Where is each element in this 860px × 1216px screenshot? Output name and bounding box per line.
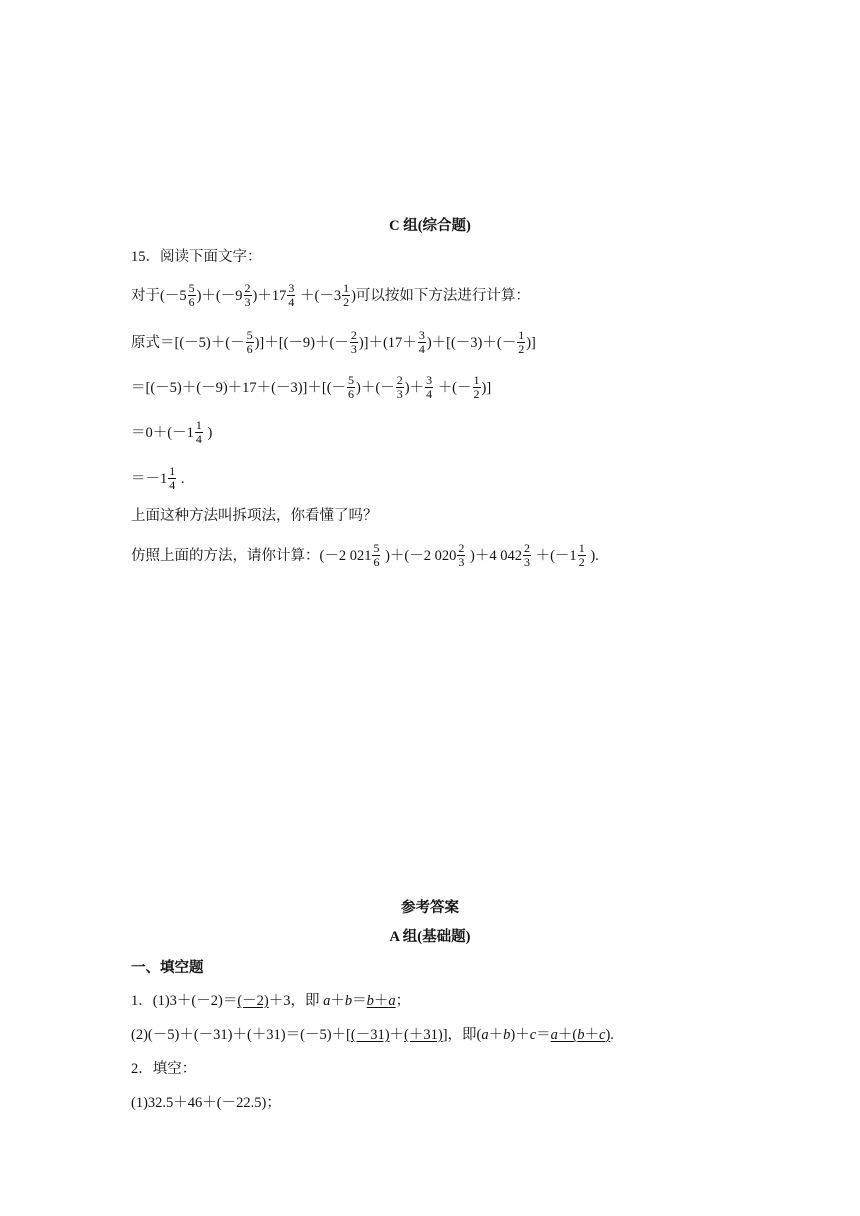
part-one-heading: 一、填空题 xyxy=(131,960,204,976)
variable: b xyxy=(366,993,374,1009)
answers-title: 参考答案 xyxy=(401,900,459,916)
answer-blank: (＋31) xyxy=(404,1027,443,1043)
q15-line-6: 上面这种方法叫拆项法，你看懂了吗？ xyxy=(131,508,378,524)
q15-line-4 xyxy=(131,420,212,447)
numerator: 1 xyxy=(578,541,585,555)
text-segment: ). xyxy=(590,547,599,564)
denominator: 6 xyxy=(188,295,195,309)
text-segment: )＋(－9 xyxy=(196,287,243,304)
text-segment: ＝ xyxy=(536,1027,551,1043)
text-segment: ＋ xyxy=(488,1027,504,1043)
text-segment: )＋ xyxy=(404,379,425,396)
variable: b xyxy=(344,993,353,1009)
variable: a xyxy=(388,993,396,1009)
text-segment: 1．(1)3＋(－2)＝ xyxy=(131,993,238,1009)
denominator: 4 xyxy=(195,432,202,446)
denominator: 4 xyxy=(418,342,425,356)
fraction xyxy=(246,329,254,356)
numerator: 1 xyxy=(169,464,176,478)
text-segment: )]＋(17＋ xyxy=(358,334,417,351)
numerator: 2 xyxy=(523,541,530,555)
text-segment: (2)(－5)＋(－31)＋(＋31)＝(－5)＋[ xyxy=(131,1027,351,1043)
numerator: 5 xyxy=(373,541,380,555)
fraction xyxy=(523,542,531,569)
fraction xyxy=(457,542,465,569)
text-segment: ＋ xyxy=(584,1027,600,1043)
text-segment: 仿照上面的方法，请你计算：(－2 021 xyxy=(131,547,372,564)
denominator: 3 xyxy=(244,295,251,309)
numerator: 2 xyxy=(244,281,251,295)
answer-2-line-1: (1)32.5＋46＋(－22.5)； xyxy=(131,1095,281,1111)
denominator: 3 xyxy=(523,555,530,569)
denominator: 3 xyxy=(350,342,357,356)
text-segment: ＝0＋(－1 xyxy=(131,424,194,441)
text-segment: )＋(－ xyxy=(356,379,395,396)
variable: c xyxy=(529,1027,537,1043)
numerator: 1 xyxy=(473,373,480,387)
numerator: 2 xyxy=(396,373,403,387)
denominator: 6 xyxy=(348,387,355,401)
fraction xyxy=(168,465,176,492)
variable: a xyxy=(481,1027,489,1043)
fraction xyxy=(350,329,358,356)
fraction xyxy=(195,419,203,446)
fraction xyxy=(372,542,380,569)
denominator: 4 xyxy=(169,478,176,492)
numerator: 1 xyxy=(343,281,350,295)
fraction xyxy=(342,282,350,309)
denominator: 3 xyxy=(396,387,403,401)
numerator: 5 xyxy=(348,373,355,387)
denominator: 2 xyxy=(343,295,350,309)
fraction xyxy=(578,542,586,569)
text-segment: ) xyxy=(207,424,213,441)
denominator: 6 xyxy=(246,342,253,356)
fraction xyxy=(244,282,252,309)
numerator: 1 xyxy=(195,418,202,432)
text-segment: )＋ xyxy=(510,1027,530,1043)
text-segment: ＋(－ xyxy=(437,379,472,396)
answer-2-label: 2．填空： xyxy=(131,1061,197,1077)
text-segment: ＋ xyxy=(389,1027,405,1043)
text-segment: )] xyxy=(526,334,536,351)
answer-1-line-2 xyxy=(131,1025,614,1045)
fraction xyxy=(425,374,433,401)
fraction xyxy=(473,374,481,401)
variable: a xyxy=(550,1027,558,1043)
text-segment: )] xyxy=(481,379,492,396)
denominator: 4 xyxy=(288,295,295,309)
text-segment: )可以按如下方法进行计算： xyxy=(351,287,530,304)
numerator: 1 xyxy=(518,328,525,342)
q15-line-2 xyxy=(131,330,536,357)
text-segment: . xyxy=(180,470,185,487)
q15-line-1 xyxy=(131,283,530,310)
answer-blank: (－31) xyxy=(350,1027,390,1043)
q15-intro: 15．阅读下面文字： xyxy=(131,249,262,265)
text-segment: )]＋[(－9)＋(－ xyxy=(254,334,349,351)
text-segment: . xyxy=(610,1027,614,1043)
answer-blank xyxy=(367,993,396,1009)
fraction xyxy=(287,282,295,309)
denominator: 2 xyxy=(578,555,585,569)
text-segment: 原式＝[(－5)＋(－ xyxy=(131,334,245,351)
fraction xyxy=(347,374,355,401)
fraction xyxy=(396,374,404,401)
q15-line-5 xyxy=(131,466,185,493)
fraction xyxy=(188,282,196,309)
numerator: 2 xyxy=(350,328,357,342)
text-segment: ； xyxy=(395,993,411,1009)
text-segment: )＋[(－3)＋(－ xyxy=(426,334,517,351)
text-segment: ＋ xyxy=(330,993,345,1009)
text-segment: ＋(－1 xyxy=(535,547,577,564)
q15-line-3 xyxy=(131,375,491,402)
text-segment: ]，即( xyxy=(442,1027,482,1043)
answer-blank xyxy=(551,1027,611,1043)
numerator: 5 xyxy=(188,281,195,295)
text-segment: )＋17 xyxy=(252,287,287,304)
section-c-heading: C 组(综合题) xyxy=(389,218,471,234)
text-segment: ＝－1 xyxy=(131,470,168,487)
text-segment: ＝[(－5)＋(－9)＋17＋(－3)]＋[(－ xyxy=(131,379,347,396)
denominator: 3 xyxy=(458,555,465,569)
numerator: 3 xyxy=(418,328,425,342)
text-segment: ＋ xyxy=(373,993,389,1009)
denominator: 2 xyxy=(518,342,525,356)
variable: b xyxy=(503,1027,511,1043)
fraction xyxy=(517,329,525,356)
section-a-heading: A 组(基础题) xyxy=(389,929,471,945)
answer-blank: (－2) xyxy=(237,993,269,1009)
text-segment: 对于(－5 xyxy=(131,287,187,304)
text-segment: ) xyxy=(605,1027,611,1043)
text-segment: ＋( xyxy=(557,1027,578,1043)
text-segment: )＋4 042 xyxy=(470,547,522,564)
text-segment: )＋(－2 020 xyxy=(385,547,457,564)
numerator: 2 xyxy=(458,541,465,555)
variable: b xyxy=(577,1027,585,1043)
denominator: 4 xyxy=(426,387,433,401)
answer-1-line-1 xyxy=(131,991,410,1011)
denominator: 6 xyxy=(373,555,380,569)
text-segment: ＋(－3 xyxy=(299,287,342,304)
variable: c xyxy=(599,1027,606,1043)
numerator: 3 xyxy=(288,281,295,295)
denominator: 2 xyxy=(473,387,480,401)
fraction xyxy=(418,329,426,356)
q15-line-7 xyxy=(131,543,599,570)
variable: a xyxy=(323,993,331,1009)
text-segment: ＝ xyxy=(352,993,367,1009)
numerator: 5 xyxy=(246,328,253,342)
numerator: 3 xyxy=(426,373,433,387)
text-segment: ＋3，即 xyxy=(268,993,324,1009)
